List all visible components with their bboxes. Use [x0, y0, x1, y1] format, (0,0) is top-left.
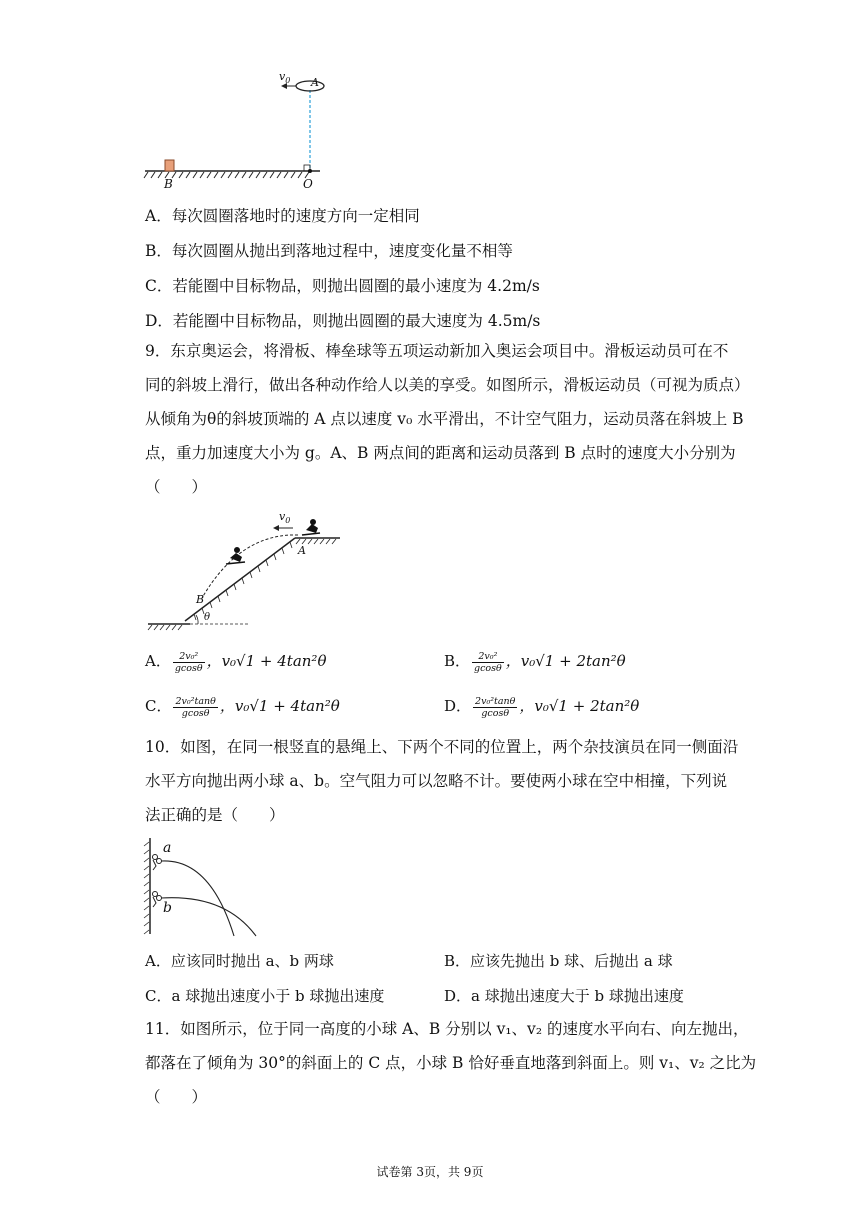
q9-line-5: （ ）	[145, 478, 208, 496]
q11-line-1: 11．如图所示，位于同一高度的小球 A、B 分别以 v₁、v₂ 的速度水平向右、向左抛出，	[145, 1020, 749, 1038]
q9-option-a: A． $\frac{\text{2v₀²}}{gcos\theta}$ ，v₀√1 + 4tan²θ	[145, 650, 327, 674]
q9-line-2: 同的斜坡上滑行，做出各种动作给人以美的享受。如图所示，滑板运动员（可视为质点）	[145, 376, 750, 394]
q10-option-a: A．应该同时抛出 a、b 两球	[145, 952, 334, 970]
figure-ring-throw	[140, 62, 330, 192]
ring	[296, 81, 324, 91]
label-ball-a: a	[163, 840, 172, 856]
label-v0: $v_0$	[279, 70, 291, 86]
target-object-B	[165, 160, 174, 171]
q10-line-1: 10．如图，在同一根竖直的悬绳上、下两个不同的位置上，两个杂技演员在同一侧面沿	[145, 738, 739, 756]
q10-line-2: 水平方向抛出两小球 a、b。空气阻力可以忽略不计。要使两小球在空中相撞，下列说	[145, 772, 728, 790]
label-B: B	[164, 177, 173, 191]
q10-option-b: B．应该先抛出 b 球、后抛出 a 球	[444, 952, 673, 970]
q10-line-3: 法正确的是（ ）	[145, 806, 285, 824]
q9-option-b: B． $\frac{\text{2v₀²}}{gcos\theta}$ ，v₀√1 + 2tan²θ	[444, 650, 626, 674]
q9-line-1: 9．东京奥运会，将滑板、棒垒球等五项运动新加入奥运会项目中。滑板运动员可在不	[145, 342, 729, 360]
label-O: O	[303, 177, 313, 191]
q11-line-3: （ ）	[145, 1088, 208, 1106]
q9-option-d: D． $\frac{\text{2v₀²tanθ}}{gcos\theta}$ ，v₀√1 + 2tan²θ	[444, 695, 640, 719]
label-A-slope: A	[298, 544, 306, 557]
label-v0-slope: $v_0$	[279, 510, 291, 526]
figure-rope-balls	[140, 836, 270, 938]
q8-option-a: A．每次圆圈落地时的速度方向一定相同	[145, 207, 420, 225]
label-A: A	[311, 76, 319, 89]
label-B-slope: B	[196, 593, 205, 606]
q8-option-c: C．若能圈中目标物品，则抛出圆圈的最小速度为 4.2m/s	[145, 277, 540, 295]
ball-a	[157, 859, 162, 864]
skier-at-A	[302, 519, 320, 535]
q9-line-4: 点，重力加速度大小为 g。A、B 两点间的距离和运动员落到 B 点时的速度大小分别为	[145, 444, 736, 462]
page-footer: 试卷第 3页，共 9页	[376, 1165, 484, 1179]
q10-option-c: C．a 球抛出速度小于 b 球抛出速度	[145, 987, 385, 1005]
q10-option-d: D．a 球抛出速度大于 b 球抛出速度	[444, 987, 684, 1005]
q9-line-3: 从倾角为θ的斜坡顶端的 A 点以速度 v₀ 水平滑出，不计空气阻力，运动员落在斜坡上 B	[145, 410, 744, 428]
label-theta: θ	[204, 612, 211, 623]
skier-in-air	[226, 547, 245, 564]
q8-option-d: D．若能圈中目标物品，则抛出圆圈的最大速度为 4.5m/s	[145, 312, 541, 330]
q9-option-c: C． $\frac{\text{2v₀²tanθ}}{gcos\theta}$ ，v₀√1 + 4tan²θ	[145, 695, 340, 719]
ball-b	[157, 896, 162, 901]
figure-ski-slope	[140, 508, 350, 634]
q11-line-2: 都落在了倾角为 30°的斜面上的 C 点，小球 B 恰好垂直地落到斜面上。则 v₁、v₂ 之比为	[145, 1054, 757, 1072]
label-ball-b: b	[163, 900, 172, 916]
q8-option-b: B．每次圆圈从抛出到落地过程中，速度变化量不相等	[145, 242, 513, 260]
